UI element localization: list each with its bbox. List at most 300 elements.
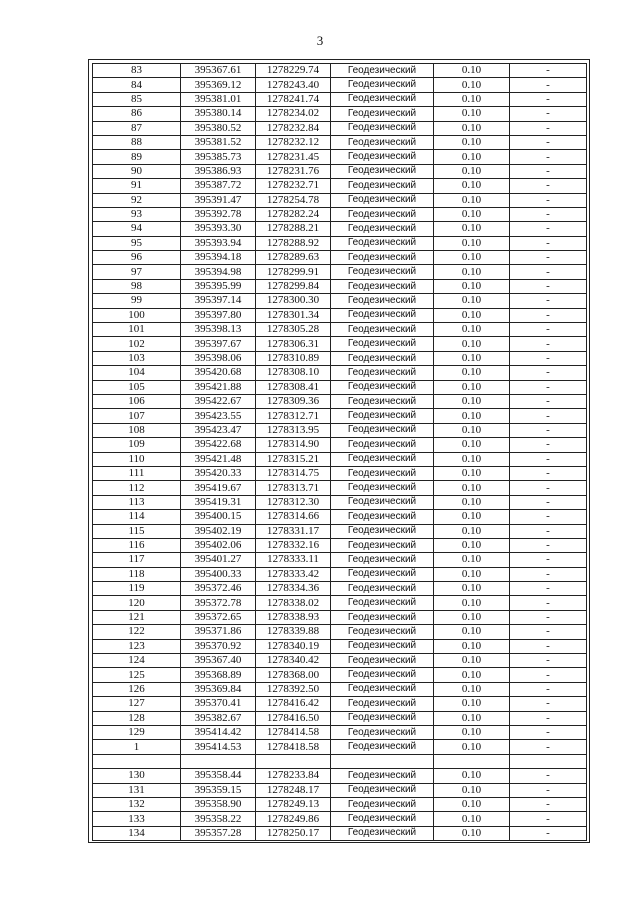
x-coordinate-cell: 395414.53 — [181, 740, 256, 754]
description-cell: - — [510, 625, 587, 639]
description-cell: - — [510, 207, 587, 221]
x-coordinate-cell: 395423.55 — [181, 409, 256, 423]
y-coordinate-cell: 1278340.19 — [256, 639, 331, 653]
table-row — [93, 740, 587, 754]
description-cell: - — [510, 596, 587, 610]
table-row — [93, 524, 587, 538]
method-cell: Геодезический — [331, 697, 434, 711]
point-number-cell: 111 — [93, 466, 181, 480]
point-number-cell: 116 — [93, 538, 181, 552]
table-row — [93, 279, 587, 293]
description-cell: - — [510, 567, 587, 581]
accuracy-cell: 0.10 — [434, 135, 510, 149]
description-cell: - — [510, 279, 587, 293]
method-cell: Геодезический — [331, 639, 434, 653]
table-row — [93, 308, 587, 322]
description-cell: - — [510, 452, 587, 466]
accuracy-cell: 0.10 — [434, 179, 510, 193]
accuracy-cell: 0.10 — [434, 380, 510, 394]
method-cell: Геодезический — [331, 510, 434, 524]
y-coordinate-cell: 1278249.13 — [256, 797, 331, 811]
accuracy-cell: 0.10 — [434, 538, 510, 552]
y-coordinate-cell: 1278243.40 — [256, 78, 331, 92]
table-row — [93, 351, 587, 365]
y-coordinate-cell: 1278338.02 — [256, 596, 331, 610]
table-row — [93, 567, 587, 581]
x-coordinate-cell: 395372.46 — [181, 582, 256, 596]
description-cell: - — [510, 769, 587, 783]
empty-cell — [181, 754, 256, 768]
coordinates-table — [92, 63, 587, 841]
accuracy-cell: 0.10 — [434, 409, 510, 423]
point-number-cell: 113 — [93, 495, 181, 509]
accuracy-cell: 0.10 — [434, 639, 510, 653]
table-row — [93, 394, 587, 408]
description-cell: - — [510, 783, 587, 797]
point-number-cell: 97 — [93, 265, 181, 279]
description-cell: - — [510, 179, 587, 193]
table-row — [93, 769, 587, 783]
method-cell: Геодезический — [331, 78, 434, 92]
point-number-cell: 124 — [93, 654, 181, 668]
y-coordinate-cell: 1278310.89 — [256, 351, 331, 365]
method-cell: Геодезический — [331, 654, 434, 668]
accuracy-cell: 0.10 — [434, 812, 510, 826]
method-cell: Геодезический — [331, 279, 434, 293]
method-cell: Геодезический — [331, 351, 434, 365]
method-cell: Геодезический — [331, 711, 434, 725]
table-row — [93, 538, 587, 552]
table-row — [93, 64, 587, 78]
y-coordinate-cell: 1278234.02 — [256, 107, 331, 121]
x-coordinate-cell: 395387.72 — [181, 179, 256, 193]
point-number-cell: 130 — [93, 769, 181, 783]
point-number-cell: 123 — [93, 639, 181, 653]
x-coordinate-cell: 395400.15 — [181, 510, 256, 524]
description-cell: - — [510, 524, 587, 538]
method-cell: Геодезический — [331, 380, 434, 394]
accuracy-cell: 0.10 — [434, 783, 510, 797]
x-coordinate-cell: 395370.92 — [181, 639, 256, 653]
x-coordinate-cell: 395402.19 — [181, 524, 256, 538]
method-cell: Геодезический — [331, 92, 434, 106]
y-coordinate-cell: 1278308.41 — [256, 380, 331, 394]
y-coordinate-cell: 1278305.28 — [256, 323, 331, 337]
method-cell: Геодезический — [331, 538, 434, 552]
method-cell: Геодезический — [331, 495, 434, 509]
accuracy-cell: 0.10 — [434, 553, 510, 567]
x-coordinate-cell: 395400.33 — [181, 567, 256, 581]
table-row — [93, 682, 587, 696]
accuracy-cell: 0.10 — [434, 438, 510, 452]
description-cell: - — [510, 654, 587, 668]
x-coordinate-cell: 395401.27 — [181, 553, 256, 567]
description-cell: - — [510, 92, 587, 106]
table-row — [93, 783, 587, 797]
description-cell: - — [510, 553, 587, 567]
accuracy-cell: 0.10 — [434, 625, 510, 639]
table-row — [93, 423, 587, 437]
table-row — [93, 337, 587, 351]
point-number-cell: 91 — [93, 179, 181, 193]
point-number-cell: 121 — [93, 610, 181, 624]
point-number-cell: 128 — [93, 711, 181, 725]
table-row — [93, 251, 587, 265]
x-coordinate-cell: 395368.89 — [181, 668, 256, 682]
y-coordinate-cell: 1278314.66 — [256, 510, 331, 524]
description-cell: - — [510, 64, 587, 78]
x-coordinate-cell: 395358.90 — [181, 797, 256, 811]
table-row — [93, 625, 587, 639]
accuracy-cell: 0.10 — [434, 121, 510, 135]
table-row — [93, 236, 587, 250]
y-coordinate-cell: 1278299.84 — [256, 279, 331, 293]
accuracy-cell: 0.10 — [434, 495, 510, 509]
empty-cell — [510, 754, 587, 768]
table-row — [93, 826, 587, 840]
point-number-cell: 110 — [93, 452, 181, 466]
x-coordinate-cell: 395420.33 — [181, 466, 256, 480]
y-coordinate-cell: 1278392.50 — [256, 682, 331, 696]
point-number-cell: 118 — [93, 567, 181, 581]
point-number-cell: 129 — [93, 725, 181, 739]
y-coordinate-cell: 1278288.92 — [256, 236, 331, 250]
description-cell: - — [510, 697, 587, 711]
accuracy-cell: 0.10 — [434, 236, 510, 250]
spacer-row — [93, 754, 587, 768]
method-cell: Геодезический — [331, 769, 434, 783]
y-coordinate-cell: 1278232.84 — [256, 121, 331, 135]
method-cell: Геодезический — [331, 596, 434, 610]
y-coordinate-cell: 1278233.84 — [256, 769, 331, 783]
method-cell: Геодезический — [331, 323, 434, 337]
y-coordinate-cell: 1278418.58 — [256, 740, 331, 754]
point-number-cell: 89 — [93, 150, 181, 164]
accuracy-cell: 0.10 — [434, 826, 510, 840]
y-coordinate-cell: 1278232.12 — [256, 135, 331, 149]
table-row — [93, 481, 587, 495]
table-row — [93, 725, 587, 739]
method-cell: Геодезический — [331, 236, 434, 250]
accuracy-cell: 0.10 — [434, 740, 510, 754]
y-coordinate-cell: 1278306.31 — [256, 337, 331, 351]
table-row — [93, 711, 587, 725]
y-coordinate-cell: 1278314.75 — [256, 466, 331, 480]
point-number-cell: 101 — [93, 323, 181, 337]
description-cell: - — [510, 135, 587, 149]
x-coordinate-cell: 395402.06 — [181, 538, 256, 552]
description-cell: - — [510, 351, 587, 365]
y-coordinate-cell: 1278300.30 — [256, 294, 331, 308]
point-number-cell: 102 — [93, 337, 181, 351]
accuracy-cell: 0.10 — [434, 510, 510, 524]
x-coordinate-cell: 395391.47 — [181, 193, 256, 207]
point-number-cell: 120 — [93, 596, 181, 610]
x-coordinate-cell: 395367.61 — [181, 64, 256, 78]
description-cell: - — [510, 222, 587, 236]
x-coordinate-cell: 395420.68 — [181, 366, 256, 380]
method-cell: Геодезический — [331, 826, 434, 840]
accuracy-cell: 0.10 — [434, 769, 510, 783]
y-coordinate-cell: 1278368.00 — [256, 668, 331, 682]
x-coordinate-cell: 395386.93 — [181, 164, 256, 178]
table-row — [93, 596, 587, 610]
point-number-cell: 108 — [93, 423, 181, 437]
method-cell: Геодезический — [331, 567, 434, 581]
method-cell: Геодезический — [331, 423, 434, 437]
accuracy-cell: 0.10 — [434, 596, 510, 610]
accuracy-cell: 0.10 — [434, 351, 510, 365]
x-coordinate-cell: 395397.67 — [181, 337, 256, 351]
accuracy-cell: 0.10 — [434, 394, 510, 408]
table-row — [93, 610, 587, 624]
point-number-cell: 98 — [93, 279, 181, 293]
x-coordinate-cell: 395371.86 — [181, 625, 256, 639]
description-cell: - — [510, 682, 587, 696]
method-cell: Геодезический — [331, 121, 434, 135]
x-coordinate-cell: 395367.40 — [181, 654, 256, 668]
table-row — [93, 668, 587, 682]
y-coordinate-cell: 1278248.17 — [256, 783, 331, 797]
method-cell: Геодезический — [331, 337, 434, 351]
x-coordinate-cell: 395398.06 — [181, 351, 256, 365]
method-cell: Геодезический — [331, 668, 434, 682]
point-number-cell: 112 — [93, 481, 181, 495]
description-cell: - — [510, 337, 587, 351]
table-row — [93, 510, 587, 524]
y-coordinate-cell: 1278241.74 — [256, 92, 331, 106]
accuracy-cell: 0.10 — [434, 164, 510, 178]
method-cell: Геодезический — [331, 394, 434, 408]
x-coordinate-cell: 395359.15 — [181, 783, 256, 797]
accuracy-cell: 0.10 — [434, 654, 510, 668]
x-coordinate-cell: 395419.31 — [181, 495, 256, 509]
method-cell: Геодезический — [331, 135, 434, 149]
y-coordinate-cell: 1278231.45 — [256, 150, 331, 164]
description-cell: - — [510, 797, 587, 811]
accuracy-cell: 0.10 — [434, 337, 510, 351]
description-cell: - — [510, 582, 587, 596]
y-coordinate-cell: 1278314.90 — [256, 438, 331, 452]
method-cell: Геодезический — [331, 682, 434, 696]
accuracy-cell: 0.10 — [434, 725, 510, 739]
y-coordinate-cell: 1278282.24 — [256, 207, 331, 221]
accuracy-cell: 0.10 — [434, 323, 510, 337]
method-cell: Геодезический — [331, 797, 434, 811]
accuracy-cell: 0.10 — [434, 92, 510, 106]
point-number-cell: 86 — [93, 107, 181, 121]
accuracy-cell: 0.10 — [434, 265, 510, 279]
table-row — [93, 466, 587, 480]
accuracy-cell: 0.10 — [434, 423, 510, 437]
method-cell: Геодезический — [331, 582, 434, 596]
y-coordinate-cell: 1278288.21 — [256, 222, 331, 236]
method-cell: Геодезический — [331, 265, 434, 279]
accuracy-cell: 0.10 — [434, 251, 510, 265]
method-cell: Геодезический — [331, 481, 434, 495]
y-coordinate-cell: 1278299.91 — [256, 265, 331, 279]
accuracy-cell: 0.10 — [434, 107, 510, 121]
x-coordinate-cell: 395369.84 — [181, 682, 256, 696]
description-cell: - — [510, 121, 587, 135]
x-coordinate-cell: 395382.67 — [181, 711, 256, 725]
empty-cell — [256, 754, 331, 768]
description-cell: - — [510, 725, 587, 739]
y-coordinate-cell: 1278301.34 — [256, 308, 331, 322]
x-coordinate-cell: 395358.44 — [181, 769, 256, 783]
x-coordinate-cell: 395397.14 — [181, 294, 256, 308]
table-row — [93, 654, 587, 668]
y-coordinate-cell: 1278308.10 — [256, 366, 331, 380]
x-coordinate-cell: 395398.13 — [181, 323, 256, 337]
y-coordinate-cell: 1278312.71 — [256, 409, 331, 423]
description-cell: - — [510, 409, 587, 423]
method-cell: Геодезический — [331, 452, 434, 466]
point-number-cell: 132 — [93, 797, 181, 811]
point-number-cell: 83 — [93, 64, 181, 78]
description-cell: - — [510, 668, 587, 682]
method-cell: Геодезический — [331, 438, 434, 452]
x-coordinate-cell: 395397.80 — [181, 308, 256, 322]
y-coordinate-cell: 1278313.95 — [256, 423, 331, 437]
y-coordinate-cell: 1278333.42 — [256, 567, 331, 581]
x-coordinate-cell: 395393.94 — [181, 236, 256, 250]
accuracy-cell: 0.10 — [434, 697, 510, 711]
method-cell: Геодезический — [331, 812, 434, 826]
description-cell: - — [510, 481, 587, 495]
table-row — [93, 107, 587, 121]
description-cell: - — [510, 495, 587, 509]
x-coordinate-cell: 395421.88 — [181, 380, 256, 394]
accuracy-cell: 0.10 — [434, 668, 510, 682]
y-coordinate-cell: 1278309.36 — [256, 394, 331, 408]
method-cell: Геодезический — [331, 610, 434, 624]
x-coordinate-cell: 395380.52 — [181, 121, 256, 135]
description-cell: - — [510, 107, 587, 121]
method-cell: Геодезический — [331, 294, 434, 308]
point-number-cell: 133 — [93, 812, 181, 826]
table-row — [93, 323, 587, 337]
point-number-cell: 84 — [93, 78, 181, 92]
point-number-cell: 105 — [93, 380, 181, 394]
y-coordinate-cell: 1278250.17 — [256, 826, 331, 840]
table-row — [93, 121, 587, 135]
table-row — [93, 366, 587, 380]
accuracy-cell: 0.10 — [434, 294, 510, 308]
method-cell: Геодезический — [331, 740, 434, 754]
method-cell: Геодезический — [331, 725, 434, 739]
point-number-cell: 131 — [93, 783, 181, 797]
y-coordinate-cell: 1278332.16 — [256, 538, 331, 552]
x-coordinate-cell: 395392.78 — [181, 207, 256, 221]
table-row — [93, 697, 587, 711]
table-row — [93, 222, 587, 236]
x-coordinate-cell: 395385.73 — [181, 150, 256, 164]
description-cell: - — [510, 711, 587, 725]
x-coordinate-cell: 395372.78 — [181, 596, 256, 610]
accuracy-cell: 0.10 — [434, 797, 510, 811]
accuracy-cell: 0.10 — [434, 78, 510, 92]
description-cell: - — [510, 150, 587, 164]
y-coordinate-cell: 1278254.78 — [256, 193, 331, 207]
accuracy-cell: 0.10 — [434, 366, 510, 380]
accuracy-cell: 0.10 — [434, 452, 510, 466]
empty-cell — [331, 754, 434, 768]
description-cell: - — [510, 323, 587, 337]
accuracy-cell: 0.10 — [434, 466, 510, 480]
method-cell: Геодезический — [331, 193, 434, 207]
point-number-cell: 96 — [93, 251, 181, 265]
point-number-cell: 93 — [93, 207, 181, 221]
method-cell: Геодезический — [331, 164, 434, 178]
description-cell: - — [510, 610, 587, 624]
method-cell: Геодезический — [331, 524, 434, 538]
point-number-cell: 95 — [93, 236, 181, 250]
y-coordinate-cell: 1278334.36 — [256, 582, 331, 596]
y-coordinate-cell: 1278315.21 — [256, 452, 331, 466]
point-number-cell: 85 — [93, 92, 181, 106]
description-cell: - — [510, 193, 587, 207]
accuracy-cell: 0.10 — [434, 682, 510, 696]
description-cell: - — [510, 812, 587, 826]
table-row — [93, 438, 587, 452]
page-number: 3 — [316, 33, 324, 48]
empty-cell — [434, 754, 510, 768]
point-number-cell: 125 — [93, 668, 181, 682]
description-cell: - — [510, 639, 587, 653]
y-coordinate-cell: 1278232.71 — [256, 179, 331, 193]
y-coordinate-cell: 1278312.30 — [256, 495, 331, 509]
point-number-cell: 90 — [93, 164, 181, 178]
point-number-cell: 104 — [93, 366, 181, 380]
table-row — [93, 78, 587, 92]
x-coordinate-cell: 395395.99 — [181, 279, 256, 293]
description-cell: - — [510, 466, 587, 480]
y-coordinate-cell: 1278249.86 — [256, 812, 331, 826]
table-row — [93, 92, 587, 106]
y-coordinate-cell: 1278414.58 — [256, 725, 331, 739]
x-coordinate-cell: 395422.68 — [181, 438, 256, 452]
table-row — [93, 150, 587, 164]
table-row — [93, 495, 587, 509]
description-cell: - — [510, 394, 587, 408]
table-row — [93, 582, 587, 596]
accuracy-cell: 0.10 — [434, 279, 510, 293]
accuracy-cell: 0.10 — [434, 524, 510, 538]
x-coordinate-cell: 395419.67 — [181, 481, 256, 495]
x-coordinate-cell: 395381.52 — [181, 135, 256, 149]
y-coordinate-cell: 1278340.42 — [256, 654, 331, 668]
accuracy-cell: 0.10 — [434, 222, 510, 236]
y-coordinate-cell: 1278339.88 — [256, 625, 331, 639]
point-number-cell: 103 — [93, 351, 181, 365]
table-row — [93, 409, 587, 423]
point-number-cell: 100 — [93, 308, 181, 322]
x-coordinate-cell: 395358.22 — [181, 812, 256, 826]
description-cell: - — [510, 308, 587, 322]
description-cell: - — [510, 294, 587, 308]
point-number-cell: 107 — [93, 409, 181, 423]
method-cell: Геодезический — [331, 150, 434, 164]
point-number-cell: 109 — [93, 438, 181, 452]
x-coordinate-cell: 395357.28 — [181, 826, 256, 840]
x-coordinate-cell: 395414.42 — [181, 725, 256, 739]
y-coordinate-cell: 1278331.17 — [256, 524, 331, 538]
table-row — [93, 797, 587, 811]
description-cell: - — [510, 251, 587, 265]
table-row — [93, 380, 587, 394]
method-cell: Геодезический — [331, 783, 434, 797]
